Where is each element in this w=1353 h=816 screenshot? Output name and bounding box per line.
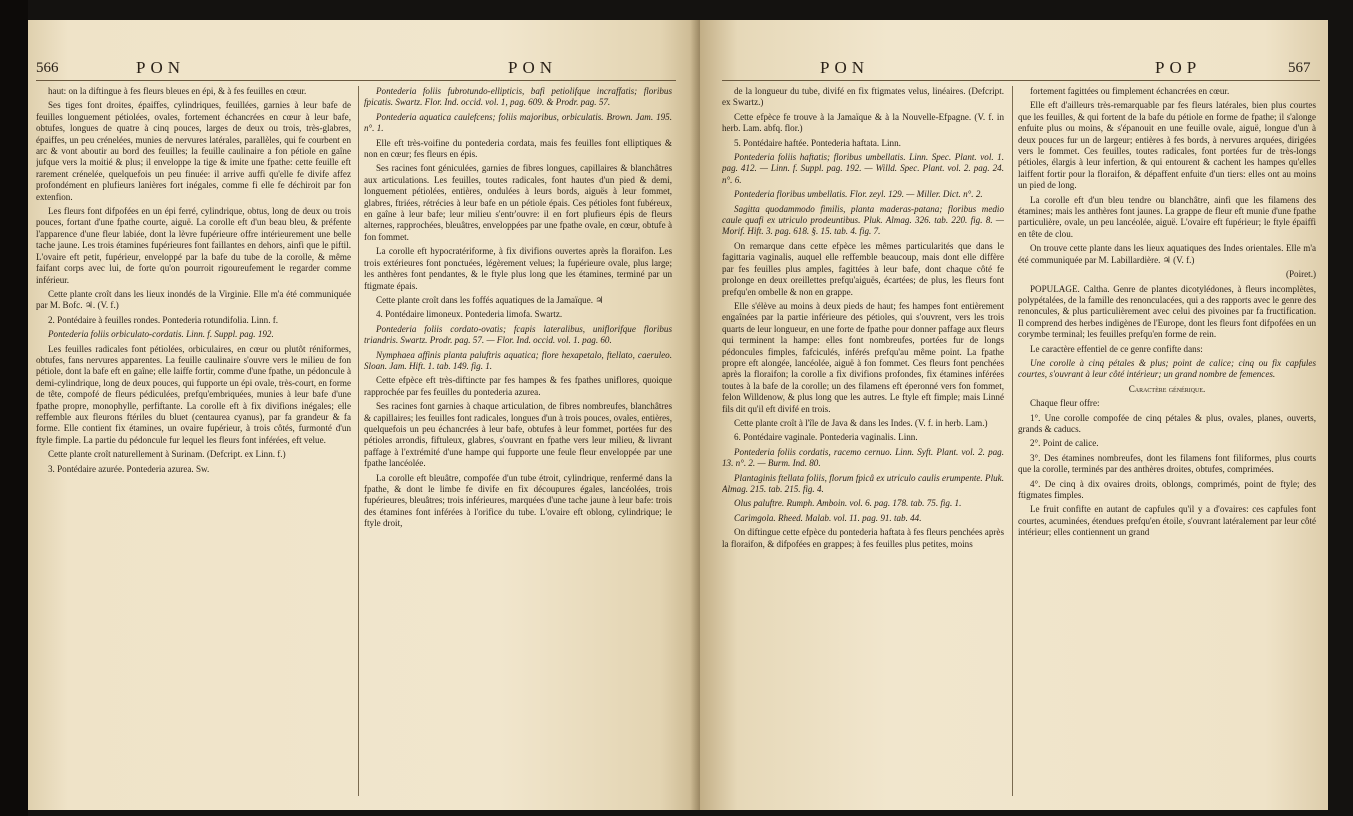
paragraph: Cette plante croît dans les lieux inondés de la Virginie. Elle m'a été communiquée par M. Bofc. ♃. (V. f.) [36,288,351,311]
paragraph: 4. Pontédaire limoneux. Pontederia limofa. Swartz. [376,309,563,320]
paragraph: 3°. Des étamines nombreufes, dont les filamens font filiformes, plus courts que la corolle, terminés par des anthères droites, obtufes, comprimées. [1018,452,1316,475]
right-page [700,20,1328,810]
right-column-divider [1012,86,1013,796]
paragraph: Chaque fleur offre: [1030,398,1100,409]
paragraph: 1°. Une corolle compofée de cinq pétales & plus, ovales, planes, ouverts, grands & caducs. [1018,412,1316,434]
paragraph: Pontederia foliis haftatis; floribus umbellatis. Linn. Spec. Plant. vol. 1. pag. 412. — Linn. f. Suppl. pag. 192. — Willd. Spec. Plant. vol. 2. pag. 24. n°. 6. [722,152,1004,185]
left-page [28,20,700,810]
paragraph: 6. Pontédaire vaginale. Pontederia vaginalis. Linn. [734,432,918,443]
paragraph: Cette plante croît naturellement à Surinam. (Defcript. ex Linn. f.) [48,449,286,460]
right-column-1 [722,86,1004,801]
paragraph: Pontederia floribus umbellatis. Flor. zeyl. 129. — Miller. Dict. n°. 2. [734,189,983,200]
left-header-word: PON [136,58,186,77]
paragraph: Pontederia foliis cordato-ovatis; fcapis lateralibus, uniflorifque floribus triandris. Swartz. Prodr. pag. 57. — Flor. Ind. occid. vol. 1. pag. 60. [364,323,672,346]
paragraph: (Poiret.) [1285,269,1316,280]
paragraph: Nymphaea affinis planta paluftris aquatica; flore hexapetalo, ftellato, caeruleo. Sloan. Jam. Hift. 1. tab. 149. fig. 1. [364,349,672,371]
paragraph: Cette efpèce fe trouve à la Jamaïque & à la Nouvelle-Efpagne. (V. f. in herb. Lam. abfq. flor.) [722,111,1004,134]
paragraph: fortement fagittées ou fimplement échancrées en cœur. [1030,86,1230,96]
paragraph: de la longueur du tube, divifé en fix ftigmates velus, linéaires. (Defcript. ex Swartz.) [722,86,1004,108]
paragraph: Pontederia foliis orbiculato-cordatis. Linn. f. Suppl. pag. 192. [48,329,274,340]
paragraph: Ses racines font garnies à chaque articulation, de fibres nombreufes, blanchâtres & capillaires; les feuilles font radicales, longues d'un à trois pouces, ovales, entières, quelquefois un peu échancrées à leur bafe, obtufes à leur fommet, portées fur des pétioles arrondis, fiftuleux, glabres, s'ouvrant en fpathe vers leur milieu, & livrant paffage à l'extrémité d'une hampe qui fupporte une feule fleur enveloppée par une fpathe lancéolée. [364,401,672,469]
paragraph: Le fruit confifte en autant de capfules qu'il y a d'ovaires: ces capfules font courtes, acuminées, étendues prefqu'en étoile, s'ouvrant latéralement par leur côté intérieur; elles contiennent un grand [1018,504,1316,538]
paragraph: Elle eft très-voifine du pontederia cordata, mais fes feuilles font elliptiques & non en cœur; fes fleurs en épis. [364,137,672,160]
paragraph: Cette plante croît à l'île de Java & dans les Indes. (V. f. in herb. Lam.) [734,417,988,428]
right-header-center: PON [820,58,870,77]
paragraph: Ses racines font géniculées, garnies de fibres longues, capillaires & blanchâtres aux articulations. Les feuilles, toutes radicales, font hautes d'un pied & demi, longuement pétiolées, entières, ondulées à leurs bords, aiguës à leur fommet, glabres, ftriées, rétrécies à leur bafe en un pétiole épais. Ces pétioles font fubéreux, en gaîne à leur bafe; leur milieu s'entr'ouvre: il en fort plufieurs épis de fleurs alternes, rapprochées, bleuâtres, enveloppées par une fpathe ovale, en cœur, obtufe à fon fommet. [364,163,672,242]
book-spread [28,20,1328,810]
paragraph: Caractère générique. [1128,383,1206,394]
right-header-rule [722,80,1320,81]
paragraph: Pontederia foliis cordatis, racemo cernuo. Linn. Syft. Plant. vol. 2. pag. 13. n°. 2. — Burm. Ind. 80. [722,446,1004,469]
paragraph: Cette efpèce eft très-diftincte par fes hampes & fes fpathes uniflores, quoique rapprochée par fes feuilles du pontederia azurea. [364,375,672,397]
left-header-center: PON [508,58,558,77]
paragraph: On remarque dans cette efpèce les mêmes particularités que dans le fagittaria vaginalis, auquel elle reffemble beaucoup, mais dont elle diffère par fes feuilles plus amples, fagittées à leur bafe, dont chaque côté fe prolonge en deux oreillettes prefqu'aiguës, écartées; de plus, les fleurs font prefqu'en ombelle & non en grappe. [722,240,1004,297]
paragraph: Pontederia foliis fubrotundo-ellipticis, bafi petiolifque incraffatis; floribus fpicatis. Swartz. Flor. Ind. occid. vol. 1, pag. 609. & Prodr. pag. 57. [364,86,672,108]
paragraph: Plantaginis ftellata foliis, florum fpicâ ex utriculo caulis erumpente. Pluk. Almag. 215. tab. 215. fig. 4. [722,472,1004,494]
right-column-2 [1018,86,1316,801]
paragraph: Cette plante croît dans les foffés aquatiques de la Jamaïque. ♃ [376,294,604,305]
left-column-1 [36,86,351,801]
paragraph: 2°. Point de calice. [1030,438,1099,449]
paragraph: Carimgola. Rheed. Malab. vol. 11. pag. 91. tab. 44. [734,512,922,523]
paragraph: POPULAGE. Caltha. Genre de plantes dicotylédones, à fleurs incomplètes, polypétalées, de la famille des renonculacées, qui a des rapports avec le genre des renoncules, & plus particulièrement avec celui des pivoines par fa fructification. Il comprend des herbes indigènes de l'Europe, dont les fleurs font difpofées en un corymbe terminal; les feuilles prefqu'en forme de rein. [1018,283,1316,340]
paragraph: On diftingue cette efpèce du pontederia haftata à fes fleurs penchées après la floraifon, & difpofées en grappes; à fes feuilles plus petites, moins [722,527,1004,549]
left-page-number: 566 [36,60,59,76]
paragraph: Ses tiges font droites, épaiffes, cylindriques, feuillées, garnies à leur bafe de feuilles longuement pétiolées, ovales, fortement échancrées en cœur à leur bafe, obtufes, longues de quatre à cinq pouces, larges de deux ou trois, très-glabres, épaiffes, un peu crénelées, munies de nervures latérales, parallèles, qui fe courbent en arc & vont aboutir au bord des feuilles; la feuille caulinaire a fon pétiole en gaîne jufque vers la moitié & plus; il enveloppe la tige & imite une fpathe: cette feuille eft rarement crénelée, quelquefois un peu finuée: il arrive auffi qu'elle fe divife affez profondément en plufieurs lanières fort inégales, comme fi elle fe déchiroit par fon extenfion. [36,100,351,202]
paragraph: La corolle eft d'un bleu tendre ou blanchâtre, ainfi que les filamens des étamines; mais les anthères font jaunes. La grappe de fleur eft munie d'une fpathe particulière, ovale, un peu lancéolée, aiguë. L'ovaire eft fupérieur; le ftyle épaiffi en tête de clou. [1018,194,1316,239]
right-page-number: 567 [1288,60,1311,76]
paragraph: On trouve cette plante dans les lieux aquatiques des Indes orientales. Elle m'a été communiquée par M. Labillardière. ♃ (V. f.) [1018,243,1316,265]
left-header-rule [36,80,676,81]
paragraph: haut: on la diftingue à fes fleurs bleues en épi, & à fes feuilles en cœur. [48,86,307,96]
paragraph: 5. Pontédaire haftée. Pontederia haftata. Linn. [734,137,901,148]
paragraph: Les feuilles radicales font pétiolées, orbiculaires, en cœur ou plutôt réniformes, obtufes, fans nervures apparentes. La feuille caulinaire s'ouvre vers le milieu de fon pétiole, dont la bafe eft en gaîne; elle laiffe fortir, comme d'une fpathe, un pédoncule à demi-cylindrique, long de deux pouces, qui fupporte un épi ovale, très-court, en forme de tête, compofé de fleurs pédiculées, prefqu'embriquées, munies à leur bafe d'une fpathe propre, monophylle, perfiftante. La corolle eft à fix divifions inégales; elle reffemble aux fleurons ftériles du bluet (centaurea cyanus), par fa grandeur & fa forme. Elle contient fix étamines, un ovaire fupérieur, à trois côtés, furmonté d'un ftyle fimple. La partie du pédoncule fur lequel les fleurs font inférées, eft velue. [36,343,351,445]
left-column-2 [364,86,672,801]
left-column-divider [358,86,359,796]
paragraph: La corolle eft bleuâtre, compofée d'un tube étroit, cylindrique, renfermé dans la fpathe, & dont le limbe fe divife en fix découpures égales, lancéolées, trois fupérieures, bleuâtres; trois inférieures, marquées d'une tache jaune à leur bafe: trois des étamines font inférées à l'orifice du tube. L'ovaire eft oblong, cylindrique; le ftyle droit, [364,472,672,529]
paragraph: 2. Pontédaire à feuilles rondes. Pontederia rotundifolia. Linn. f. [48,314,279,325]
paragraph: Le caractère effentiel de ce genre confifte dans: [1030,343,1203,354]
paragraph: Olus paluftre. Rumph. Amboin. vol. 6. pag. 178. tab. 75. fig. 1. [734,498,962,509]
paragraph: La corolle eft hypocratériforme, à fix divifions ouvertes après la floraifon. Les trois extérieures font ponctuées, légèrement velues; la fupérieure ovale, plus large; les anthères font pendantes, & le ftyle plus long que les étamines, terminé par un ftigmate épais. [364,246,672,291]
paragraph: Pontederia aquatica caulefcens; foliis majoribus, orbiculatis. Brown. Jam. 195. n°. 1. [364,111,672,134]
paragraph: 4°. De cinq à dix ovaires droits, oblongs, comprimés, point de ftyle; des ftigmates fimples. [1018,478,1316,500]
paragraph: Les fleurs font difpofées en un épi ferré, cylindrique, obtus, long de deux ou trois pouces, fortant d'une fpathe courte, aiguë. La corolle eft d'un beau bleu, & préfente l'apparence d'une fleur labiée, dont la lèvre fupérieure offre intérieurement une belle tache jaune. Les trois étamines fupérieures font faillantes en dehors, ainfi que le piftil. L'ovaire eft petit, fupérieur, enveloppé par la bafe du tube de la corolle, & même faifant corps avec lui, de forte qu'on pourroit rigoureufement le regarder comme inférieur. [36,206,351,285]
paragraph: Elle s'élève au moins à deux pieds de haut; fes hampes font entièrement engaînées par la partie inférieure des pétioles, qui s'ouvrent, vers les trois quarts de leur longueur, en une forte de fpathe pour donner paffage aux fleurs qui terminent la hampe: elles font nombreufes, portées fur de longs pédoncules fimples, fafciculés, inférés prefqu'au même point. La fpathe propre eft alongée, lancéolée, aiguë à fon fommet. Ces fleurs font penchées après la floraifon; la corolle a fix divifions profondes, fix étamines inférées toutes à la bafe de la corolle; un des filamens eft éperonné vers fon fommet, felon Willdenow, & plus long que les autres. Le ftyle eft fimple; mais Linné fils dit qu'il eft divifé en trois. [722,300,1004,414]
paragraph: 3. Pontédaire azurée. Pontederia azurea. Sw. [48,463,210,474]
paragraph: Elle eft d'ailleurs très-remarquable par fes fleurs latérales, bien plus courtes que les feuilles, & qui fortent de la bafe du pétiole en forme de fpathe; il s'alonge enfuite plus ou moins, & s'épanouit en une feuille ovale, aiguë, longue d'un à deux pouces fur un de largeur; entières à fes bords, à nervures arquées, dirigées vers le fommet. Ces feuilles, toutes radicales, font portées fur de très-longs pétioles, élargis à leur infertion, & qui entourent & cachent les hampes qu'elles laiffent fortir pour la floraifon, & dépaffent enfuite d'un tiers: elles ont au moins un pied de long. [1018,100,1316,191]
left-dark-margin [0,0,28,816]
paragraph: Sagitta quodammodo fimilis, planta maderas-patana; floribus medio caule quafi ex utriculo prodeuntibus. Pluk. Almag. 326. tab. 220. fig. 8. — Morif. Hift. 3. pag. 618. §. 15. tab. 4. fig. 7. [722,203,1004,237]
paragraph: Une corolle à cinq pétales & plus; point de calice; cinq ou fix capfules courtes, s'ouvrant à leur côté intérieur; un grand nombre de femences. [1018,357,1316,380]
right-header-word: POP [1155,58,1202,77]
